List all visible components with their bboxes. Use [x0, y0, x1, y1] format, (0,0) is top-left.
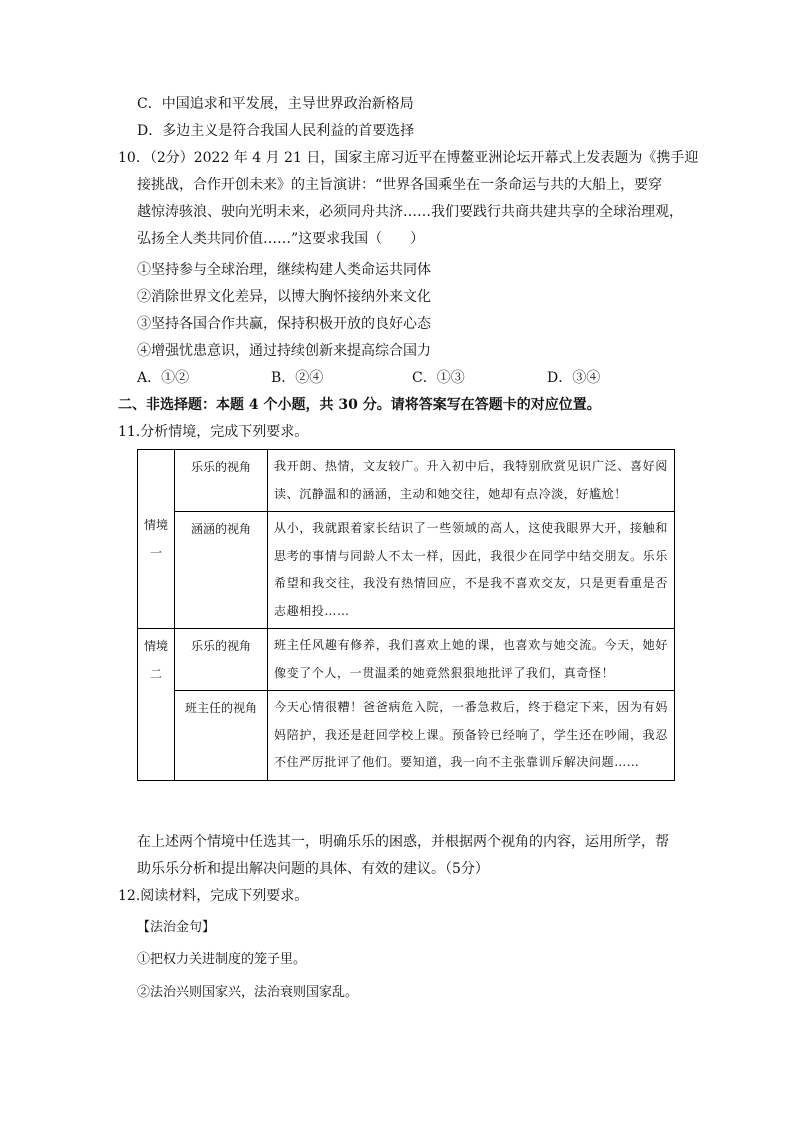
q10-stem-line-3: 越惊涛骇浪、驶向光明未来，必须同舟共济……我们要践行共商共建共享的全球治理观，	[137, 204, 683, 220]
table-row	[138, 450, 675, 512]
situation-table	[137, 449, 675, 781]
q10-stem-line-2: 接挑战，合作开创未来》的主旨演讲：“世界各国乘坐在一条命运与共的大船上，要穿	[137, 177, 663, 193]
q12-quote-1: ①把权力关进制度的笼子里。	[137, 952, 307, 967]
q10-choice-b: B．②④	[271, 370, 324, 386]
situation-1-label: 情境 一	[138, 450, 175, 629]
situation-2-text-2: 今天心情很糟！爸爸病危入院，一番急救后，终于稳定下来，因为有妈妈陪护，我还是赶回学校上课。预备铃已经响了，学生还在吵闹，我忍不住严厉批评了他们。要知道，我一向不主张靠训斥解决问题……	[268, 691, 675, 781]
q9-option-d: D．多边主义是符合我国人民利益的首要选择	[137, 123, 415, 139]
q10-choices	[137, 368, 657, 388]
situation-2-label: 情境 二	[138, 629, 175, 781]
q11-title: 11.分析情境，完成下列要求。	[118, 424, 309, 440]
q11-requirement-line-1: 在上述两个情境中任选其一，明确乐乐的困惑，并根据两个视角的内容，运用所学，帮	[137, 834, 669, 850]
table-row	[138, 691, 675, 781]
situation-2-view-2: 班主任的视角	[175, 691, 268, 781]
table-row	[138, 512, 675, 629]
situation-2-text-1: 班主任风趣有修养，我们喜欢上她的课，也喜欢与她交流。今天，她好像变了个人，一贯温柔的她竟然狠狠地批评了我们，真奇怪！	[268, 629, 675, 691]
q10-item-2: ②消除世界文化差异，以博大胸怀接纳外来文化	[137, 289, 431, 305]
q10-choice-c: C．①③	[412, 370, 465, 386]
q10-item-4: ④增强忧患意识，通过持续创新来提高综合国力	[137, 343, 431, 359]
q10-choice-d: D．③④	[547, 370, 601, 386]
situation-1-view-2: 涵涵的视角	[175, 512, 268, 629]
q12-box-title: 【法治金句】	[137, 920, 216, 935]
situation-1-text-2: 从小，我就跟着家长结识了一些领域的高人，这使我眼界大开，接触和思考的事情与同龄人不太一样，因此，我很少在同学中结交朋友。乐乐希望和我交往，我没有热情回应，不是我不喜欢交友，只是更看重是否志趣相投……	[268, 512, 675, 629]
table-row	[138, 629, 675, 691]
q12-title: 12.阅读材料，完成下列要求。	[118, 888, 309, 904]
q10-stem-line-4: 弘扬全人类共同价值……”这要求我国（ ）	[137, 231, 425, 247]
q9-option-c: C．中国追求和平发展，主导世界政治新格局	[137, 96, 414, 112]
q10-item-3: ③坚持各国合作共赢，保持积极开放的良好心态	[137, 316, 431, 332]
q10-choice-a: A．①②	[137, 370, 190, 386]
q12-quote-2: ②法治兴则国家兴，法治衰则国家乱。	[137, 985, 359, 1000]
section-2-heading: 二、非选择题：本题 4 个小题，共 30 分。请将答案写在答题卡的对应位置。	[118, 397, 601, 413]
situation-1-text-1: 我开朗、热情，文友较广。升入初中后，我特别欣赏见识广泛、喜好阅读、沉静温和的涵涵，主动和她交往，她却有点冷淡，好尴尬！	[268, 450, 675, 512]
situation-2-view-1: 乐乐的视角	[175, 629, 268, 691]
q10-stem-line-1: 10．（2分）2022 年 4 月 21 日，国家主席习近平在博鳌亚洲论坛开幕式上发表题为《携手迎	[118, 150, 699, 166]
q10-item-1: ①坚持参与全球治理，继续构建人类命运共同体	[137, 262, 431, 278]
situation-1-view-1: 乐乐的视角	[175, 450, 268, 512]
q11-requirement-line-2: 助乐乐分析和提出解决问题的具体、有效的建议。（5分）	[137, 861, 489, 877]
